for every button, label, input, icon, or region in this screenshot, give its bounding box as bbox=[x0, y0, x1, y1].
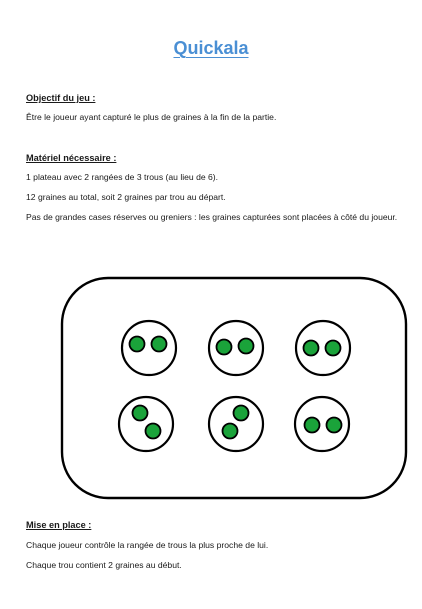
document-title: Quickala bbox=[173, 38, 249, 58]
materials-line-2: 12 graines au total, soit 2 graines par trou au départ. bbox=[26, 192, 226, 202]
seed bbox=[326, 341, 341, 356]
objective-text: Être le joueur ayant capturé le plus de graines à la fin de la partie. bbox=[26, 112, 277, 122]
seed bbox=[234, 406, 249, 421]
materials-line-1: 1 plateau avec 2 rangées de 3 trous (au lieu de 6). bbox=[26, 172, 219, 182]
seed bbox=[305, 418, 320, 433]
materials-line-3: Pas de grandes cases réserves ou greniers : les graines capturées sont placées à côté du joueur. bbox=[26, 212, 398, 222]
setup-line-2: Chaque trou contient 2 graines au début. bbox=[26, 560, 182, 570]
objective-heading: Objectif du jeu : bbox=[26, 93, 96, 103]
hole-bottom-1 bbox=[119, 397, 173, 451]
seed bbox=[146, 424, 161, 439]
seed bbox=[130, 337, 145, 352]
hole-outline bbox=[209, 397, 263, 451]
hole-top-1 bbox=[122, 321, 176, 375]
hole-top-2 bbox=[209, 321, 263, 375]
quickala-board-illustration bbox=[0, 270, 422, 510]
seed bbox=[327, 418, 342, 433]
seed bbox=[133, 406, 148, 421]
hole-outline bbox=[119, 397, 173, 451]
setup-line-1: Chaque joueur contrôle la rangée de trous la plus proche de lui. bbox=[26, 540, 269, 550]
hole-bottom-3 bbox=[295, 397, 349, 451]
board-outline bbox=[62, 278, 406, 498]
hole-bottom-2 bbox=[209, 397, 263, 451]
seed bbox=[223, 424, 238, 439]
hole-top-3 bbox=[296, 321, 350, 375]
seed bbox=[152, 337, 167, 352]
materials-heading: Matériel nécessaire : bbox=[26, 153, 117, 163]
seed bbox=[217, 340, 232, 355]
seed bbox=[239, 339, 254, 354]
setup-heading: Mise en place : bbox=[26, 520, 92, 530]
seed bbox=[304, 341, 319, 356]
